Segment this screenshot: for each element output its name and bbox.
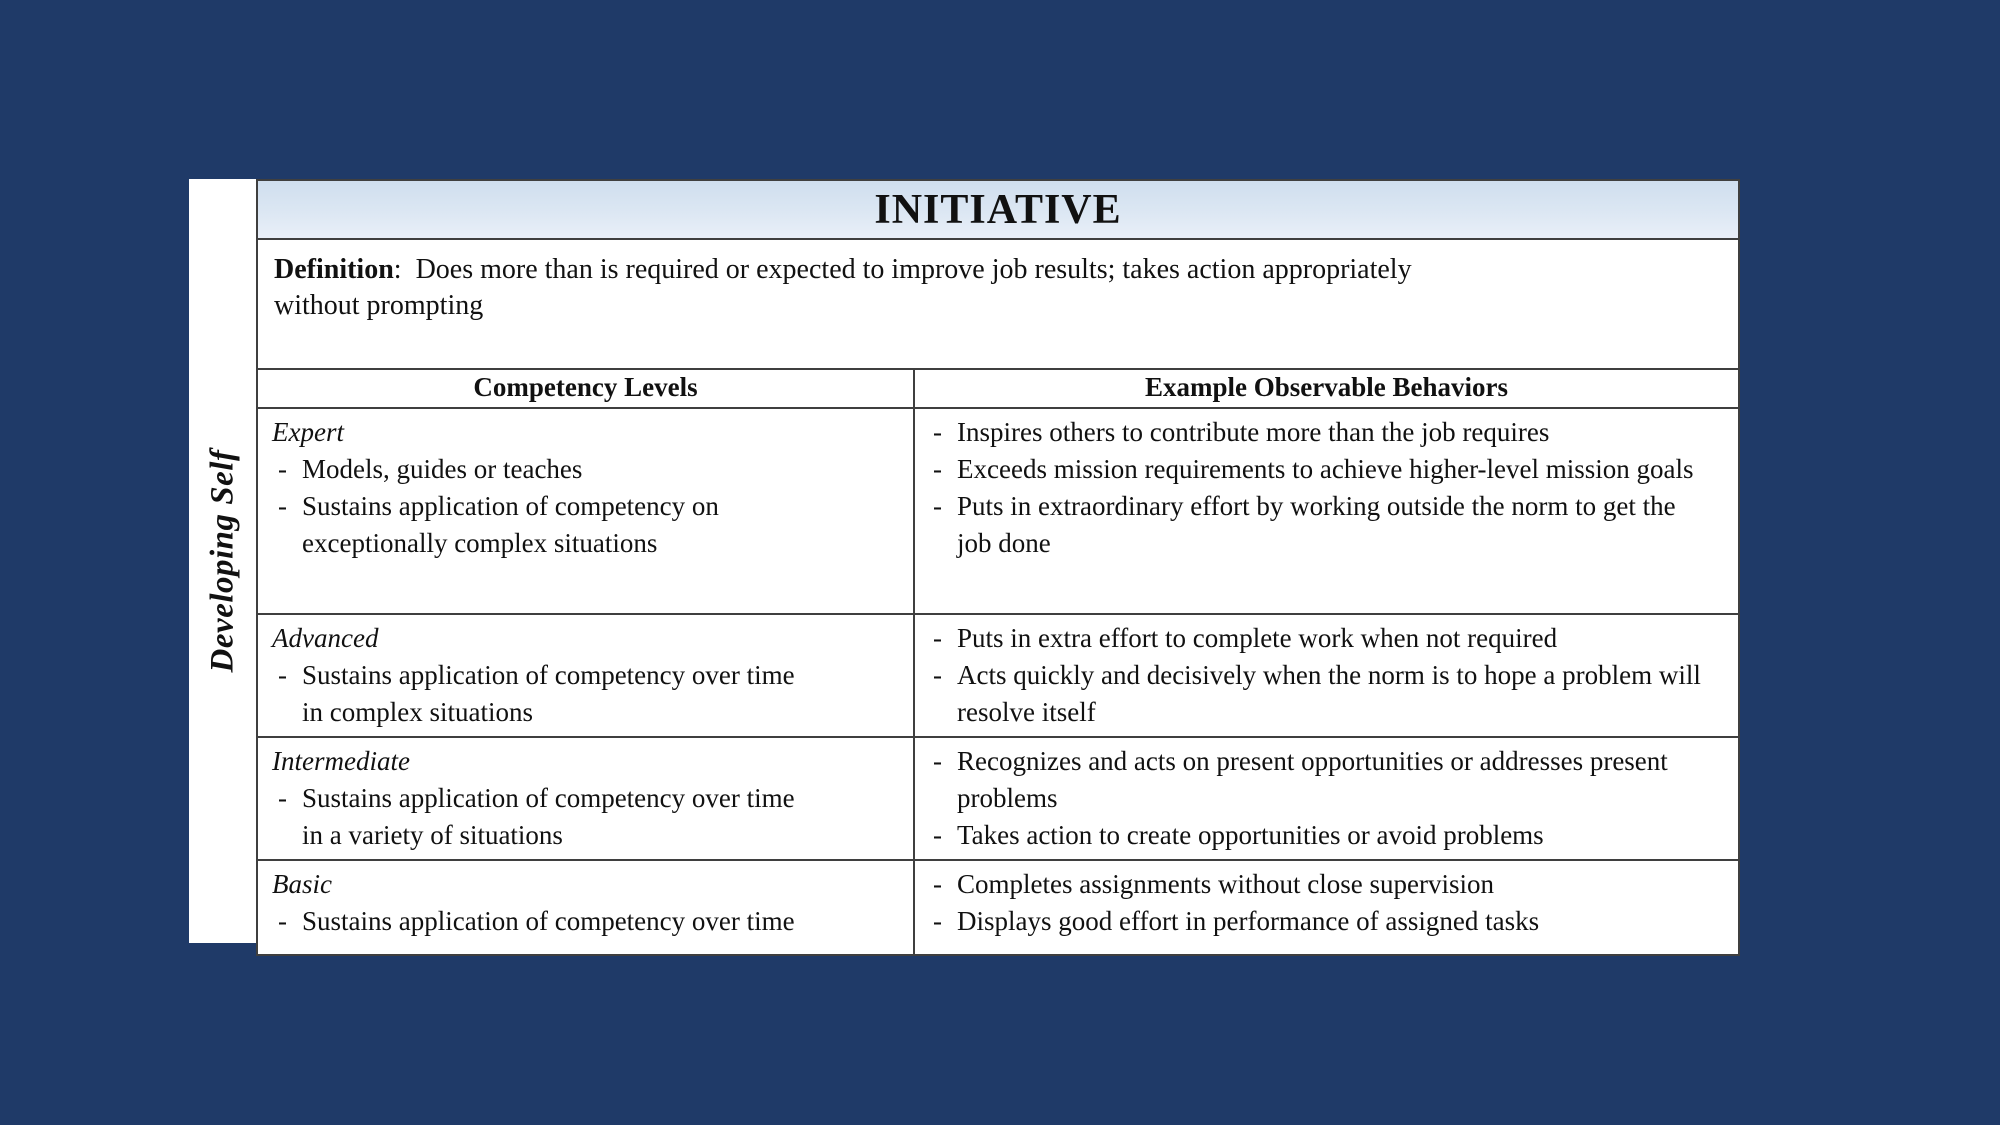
table-row [257, 737, 1739, 860]
page-title: INITIATIVE [874, 186, 1122, 233]
bullet-item: - Sustains application of competency over time [272, 903, 817, 940]
bullet-item: - Sustains application of competency over time in complex situations [272, 657, 817, 731]
bullet-item: - Completes assignments without close supervision [927, 866, 1707, 903]
behaviors-list [927, 414, 1730, 562]
bullet-item: - Displays good effort in performance of assigned tasks [927, 903, 1707, 940]
competency-points-list [272, 903, 905, 940]
observable-behaviors-cell [914, 408, 1739, 614]
level-name: Intermediate [272, 746, 410, 776]
level-name: Basic [272, 869, 332, 899]
bullet-item: - Sustains application of competency over time in a variety of situations [272, 780, 817, 854]
behaviors-list [927, 743, 1730, 854]
competency-points-list [272, 657, 905, 731]
table-head [257, 180, 1739, 408]
table-body [257, 408, 1739, 955]
bullet-item: - Exceeds mission requirements to achieve higher-level mission goals [927, 451, 1707, 488]
bullet-item: - Models, guides or teaches [272, 451, 817, 488]
observable-behaviors-cell [914, 860, 1739, 955]
competency-level-cell [257, 408, 914, 614]
column-header-example-behaviors: Example Observable Behaviors [914, 369, 1739, 408]
competency-points-list [272, 780, 905, 854]
definition-label: Definition [274, 254, 394, 285]
table-row [257, 860, 1739, 955]
table-row [257, 614, 1739, 737]
level-name: Expert [272, 417, 344, 447]
column-header-competency-levels: Competency Levels [257, 369, 914, 408]
bullet-item: - Sustains application of competency on exceptionally complex situations [272, 488, 817, 562]
observable-behaviors-cell [914, 614, 1739, 737]
bullet-item: - Inspires others to contribute more than the job requires [927, 414, 1707, 451]
competency-points-list [272, 451, 905, 562]
bullet-item: - Takes action to create opportunities or avoid problems [927, 817, 1707, 854]
bullet-item: - Acts quickly and decisively when the norm is to hope a problem will resolve itself [927, 657, 1707, 731]
competency-level-cell [257, 737, 914, 860]
observable-behaviors-cell [914, 737, 1739, 860]
competency-level-cell [257, 860, 914, 955]
definition-text: Does more than is required or expected to improve job results; takes action appropriately without prompting [274, 254, 1419, 321]
document-page [189, 179, 1738, 943]
definition-separator: : [393, 254, 416, 285]
bullet-item: - Puts in extraordinary effort by working outside the norm to get the job done [927, 488, 1707, 562]
title-row [257, 180, 1739, 239]
table-row [257, 408, 1739, 614]
behaviors-list [927, 620, 1730, 731]
bullet-item: - Recognizes and acts on present opportunities or addresses present problems [927, 743, 1707, 817]
behaviors-list [927, 866, 1730, 940]
title-bar [257, 180, 1739, 239]
definition-row [257, 239, 1739, 369]
definition-cell [257, 239, 1739, 369]
competency-level-cell [257, 614, 914, 737]
bullet-item: - Puts in extra effort to complete work when not required [927, 620, 1707, 657]
competency-table [256, 179, 1740, 956]
level-name: Advanced [272, 623, 379, 653]
side-category-strip [189, 179, 256, 943]
definition-paragraph [274, 252, 1454, 324]
side-category-label: Developing Self [204, 449, 240, 673]
column-header-row [257, 369, 1739, 408]
